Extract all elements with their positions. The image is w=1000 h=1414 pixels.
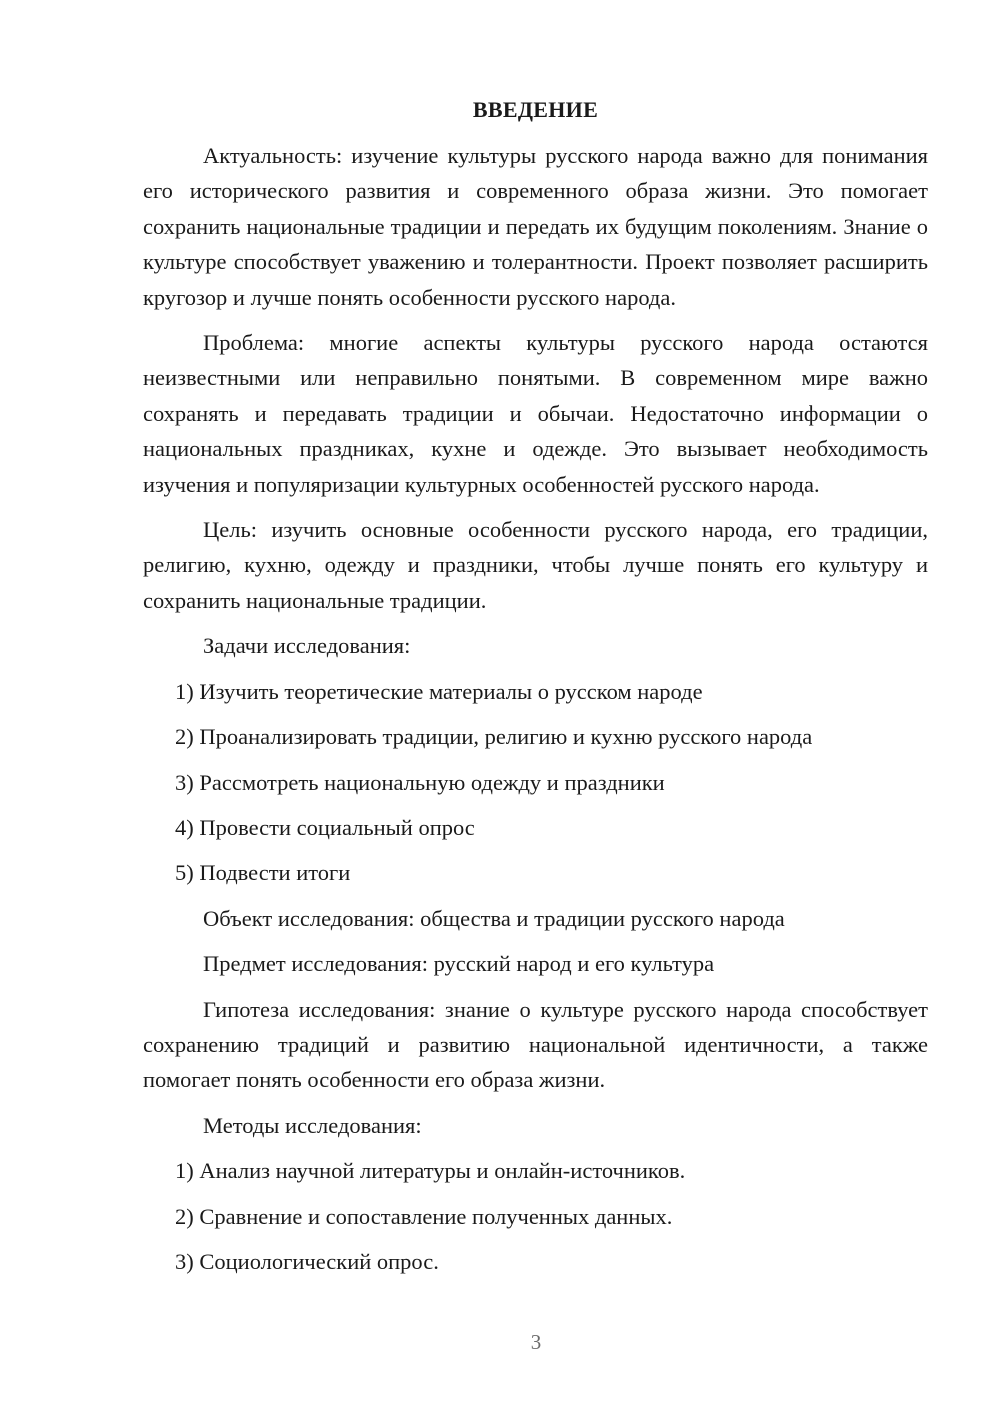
task-item: 1) Изучить теоретические материалы о русском народе — [175, 678, 703, 704]
page-number: 3 — [530, 1330, 542, 1354]
task-item: 4) Провести социальный опрос — [175, 814, 475, 840]
relevance-paragraph: Актуальность: изучение культуры русского народа важно для понимания его исторического развития и современного образа жизни. Это помогает сохранить национальные традиции и передать их будущим поколениям. Знание о культуре способствует уважению и толерантности. Проект позволяет расширить кругозор и лучше понять особенности русского народа. — [143, 143, 928, 310]
section-title: ВВЕДЕНИЕ — [472, 97, 599, 122]
document-page — [143, 92, 928, 1279]
method-item: 3) Социологический опрос. — [175, 1248, 439, 1274]
task-item: 5) Подвести итоги — [175, 860, 351, 886]
subject-line: Предмет исследования: русский народ и его культура — [203, 951, 715, 977]
method-item: 1) Анализ научной литературы и онлайн-источников. — [175, 1158, 686, 1184]
task-item: 2) Проанализировать традиции, религию и кухню русского народа — [175, 724, 813, 750]
method-item: 2) Сравнение и сопоставление полученных данных. — [175, 1203, 673, 1229]
goal-paragraph: Цель: изучить основные особенности русского народа, его традиции, религию, кухню, одежду и праздники, чтобы лучше понять его культуру и сохранить национальные традиции. — [143, 517, 928, 613]
object-line: Объект исследования: общества и традиции русского народа — [203, 905, 785, 931]
methods-heading: Методы исследования: — [203, 1112, 422, 1138]
hypothesis-paragraph: Гипотеза исследования: знание о культуре русского народа способствует сохранению традиций и развитию национальной идентичности, а также помогает понять особенности его образа жизни. — [143, 996, 928, 1093]
tasks-heading: Задачи исследования: — [203, 633, 411, 659]
problem-paragraph: Проблема: многие аспекты культуры русского народа остаются неизвестными или неправильно понятыми. В современном мире важно сохранять и передавать традиции и обычаи. Недостаточно информации о национальных праздниках, кухне и одежде. Это вызывает необходимость изучения и популяризации культурных особенностей русского народа. — [143, 330, 928, 497]
task-item: 3) Рассмотреть национальную одежду и праздники — [175, 769, 665, 795]
